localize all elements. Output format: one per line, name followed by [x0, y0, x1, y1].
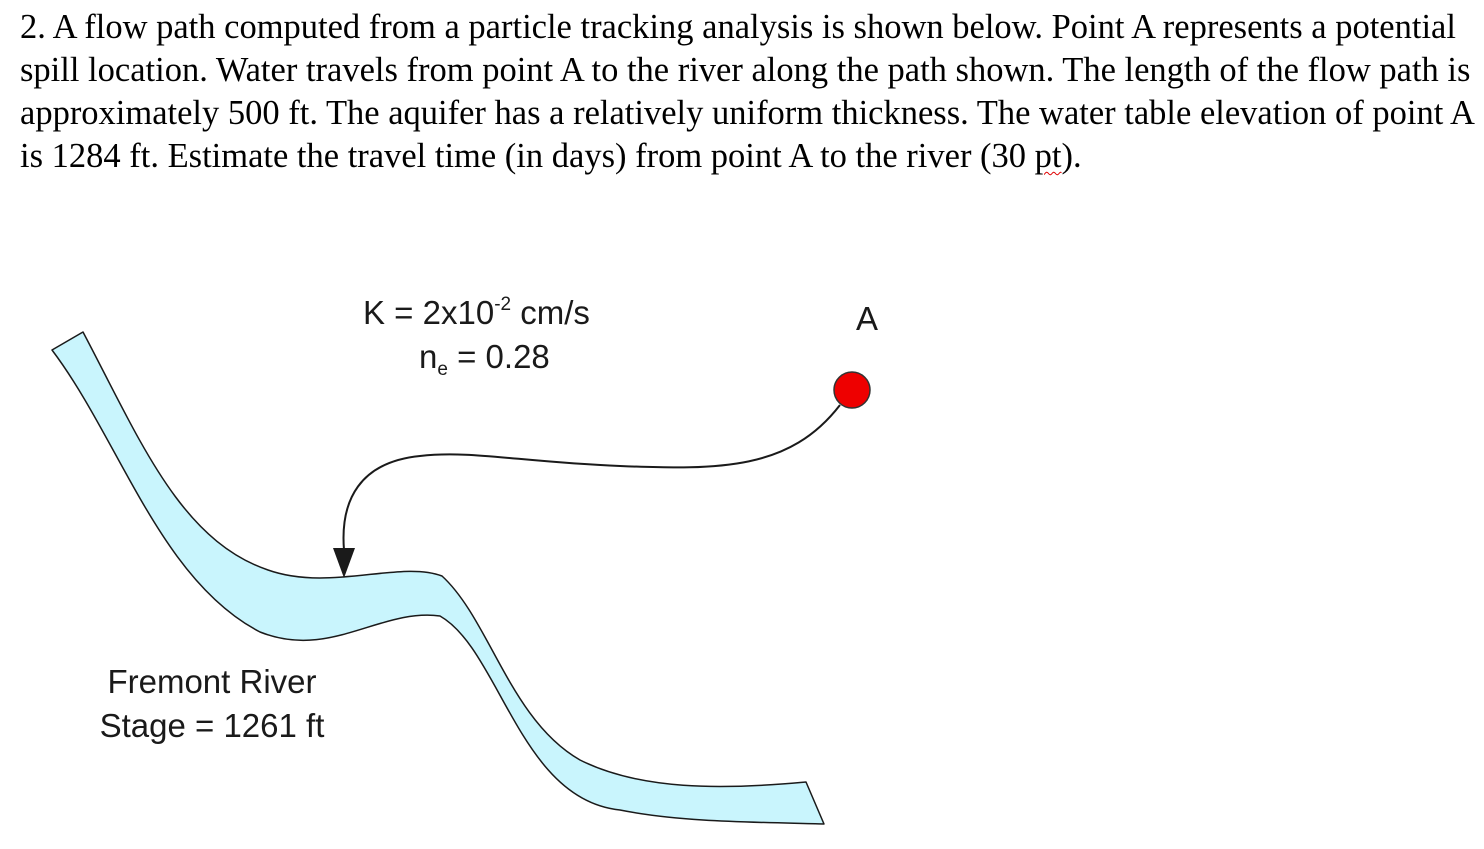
hydraulic-conductivity-label [363, 294, 590, 331]
ne-value: = 0.28 [447, 338, 550, 375]
question-number: 2. [20, 8, 46, 46]
k-units: cm/s [511, 294, 590, 331]
river-name-label: Fremont River [107, 663, 317, 700]
question-body: A flow path computed from a particle tracking analysis is shown below. Point A represents a potential spill location. Water travels from point A to the river along the path shown. The length of the flow path is approximately 500 ft. The aquifer has a relatively uniform thickness. The water table elevation of point A is 1284 ft. Estimate the travel time (in days) from point A to the river (30 [20, 8, 1474, 175]
flow-arrowhead [333, 548, 355, 578]
point-a-label: A [855, 300, 879, 337]
spill-point-a [834, 372, 870, 408]
question-ending: ). [1061, 137, 1082, 175]
k-label: K = 2x10 [363, 294, 495, 331]
ne-symbol: n [419, 338, 438, 375]
ne-subscript: e [437, 359, 448, 380]
spellcheck-word: pt [1034, 137, 1062, 175]
flow-path-line [344, 405, 840, 550]
effective-porosity-label [419, 338, 550, 380]
river-stage-label: Stage = 1261 ft [99, 707, 325, 744]
fremont-river-shape [52, 332, 824, 824]
k-exponent: -2 [494, 294, 512, 315]
